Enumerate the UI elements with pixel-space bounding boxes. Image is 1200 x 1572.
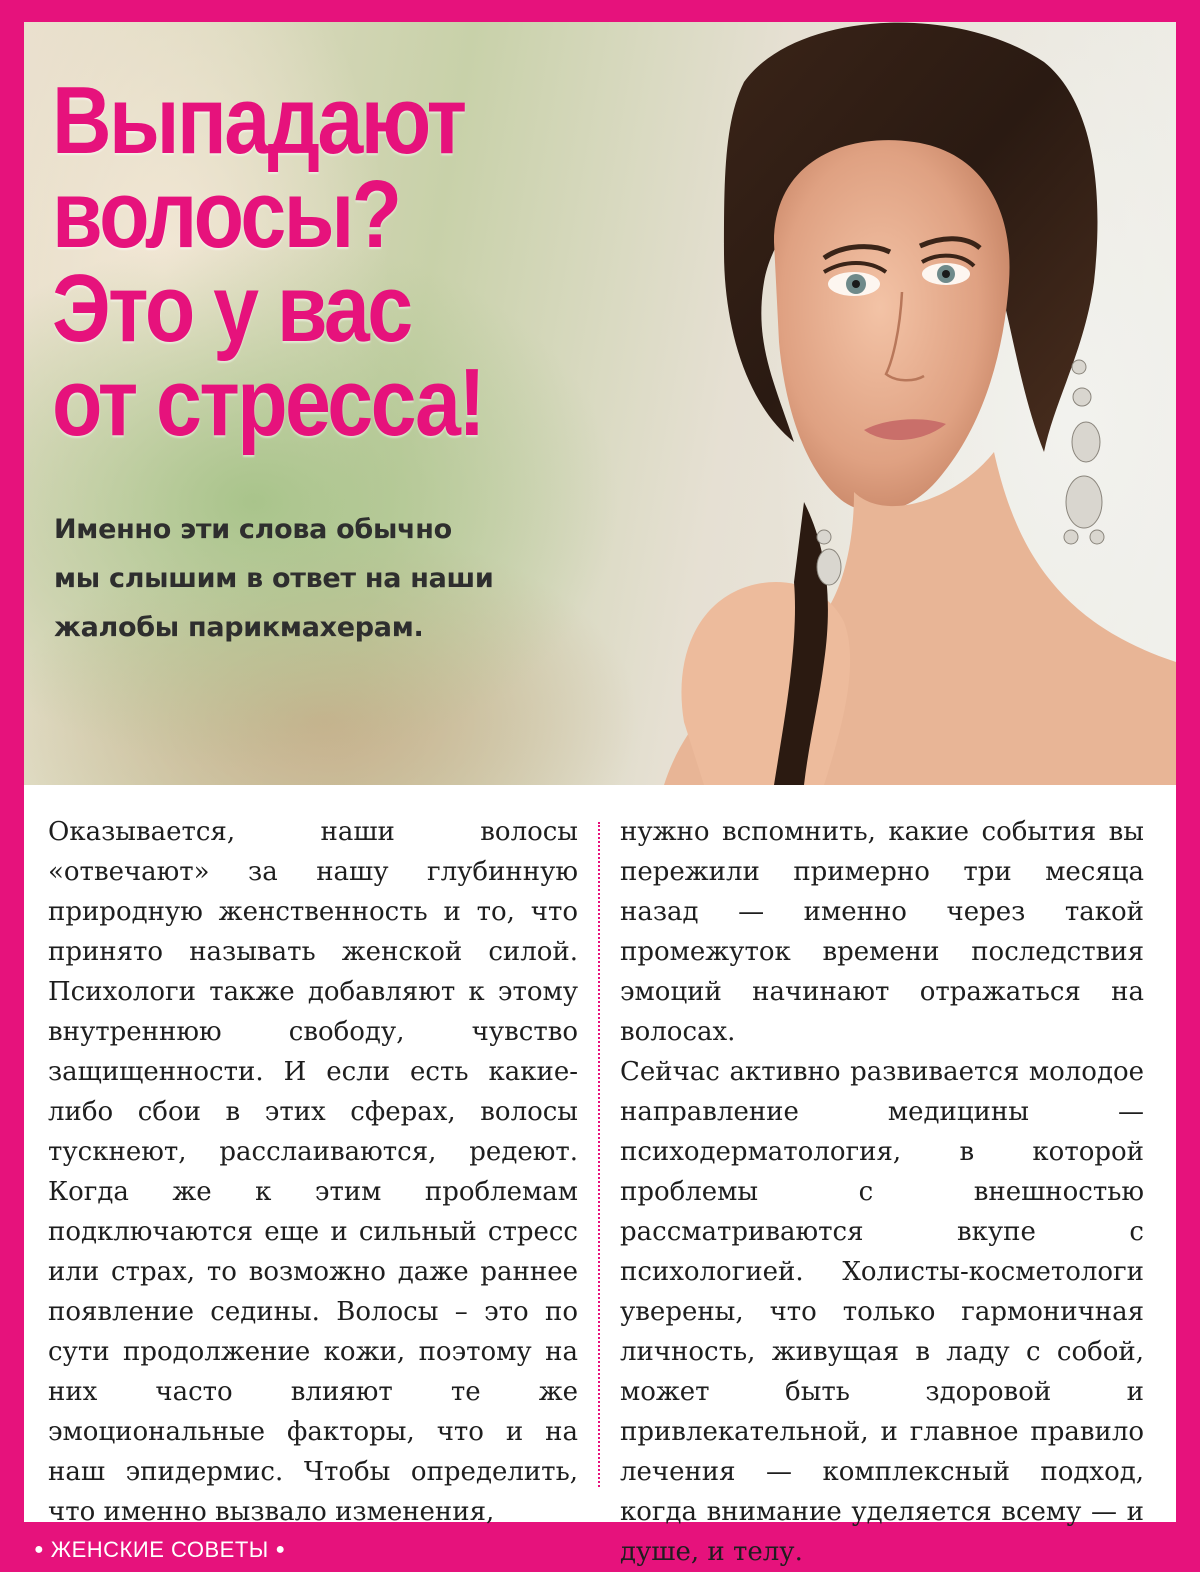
body-column-left: Оказывается, наши волосы «отвечают» за нашу глубинную природную женственность и то, что принято называть женской силой. Психологи также добавляют к этому внутреннюю свободу, чувство защищенности. И если есть какие-либо сбои в этих сферах, волосы тускнеют, расслаиваются, редеют. Когда же к этим проблемам подключаются еще и сильный стресс или страх, то возможно даже раннее появление седины. Волосы – это по сути продолжение кожи, поэтому на них часто влияют те же эмоциональные факторы, что и на наш эпидермис. Чтобы определить, что именно вызвало изменения, xyxy=(48,817,578,1527)
article-title xyxy=(52,67,534,456)
lead-line: Именно эти слова обычно xyxy=(54,514,452,545)
lead-line: жалобы парикмахерам. xyxy=(54,612,424,643)
title-line: от стресса! xyxy=(52,349,484,456)
section-footer xyxy=(34,1537,286,1563)
hero-section xyxy=(24,22,1176,785)
bullet-icon: ● xyxy=(275,1541,286,1558)
title-line: Это у вас xyxy=(52,255,411,362)
bullet-icon: ● xyxy=(34,1541,45,1558)
section-label: ЖЕНСКИЕ СОВЕТЫ xyxy=(50,1537,269,1562)
title-line: Выпадают xyxy=(52,67,465,174)
lead-line: мы слышим в ответ на наши xyxy=(54,563,494,594)
body-column-right xyxy=(620,812,1144,1572)
body-paragraph: нужно вспомнить, какие события вы пережили примерно три месяца назад — именно через такой промежуток времени последствия эмоций начинают отражаться на волосах. xyxy=(620,817,1144,1047)
title-line: волосы? xyxy=(52,161,400,268)
column-divider xyxy=(598,822,600,1487)
article-lead xyxy=(54,505,574,652)
body-paragraph: Сейчас активно развивается молодое направление медицины — психодерматология, в которой проблемы с внешностью рассматриваются вкупе с психологией. Холисты-косметологи уверены, что только гармоничная личность, живущая в ладу с собой, может быть здоровой и привлекательной, и главное правило лечения — комплексный подход, когда внимание уделяется всему — и душе, и телу. xyxy=(620,1057,1144,1567)
woman-portrait-photo xyxy=(624,22,1176,785)
